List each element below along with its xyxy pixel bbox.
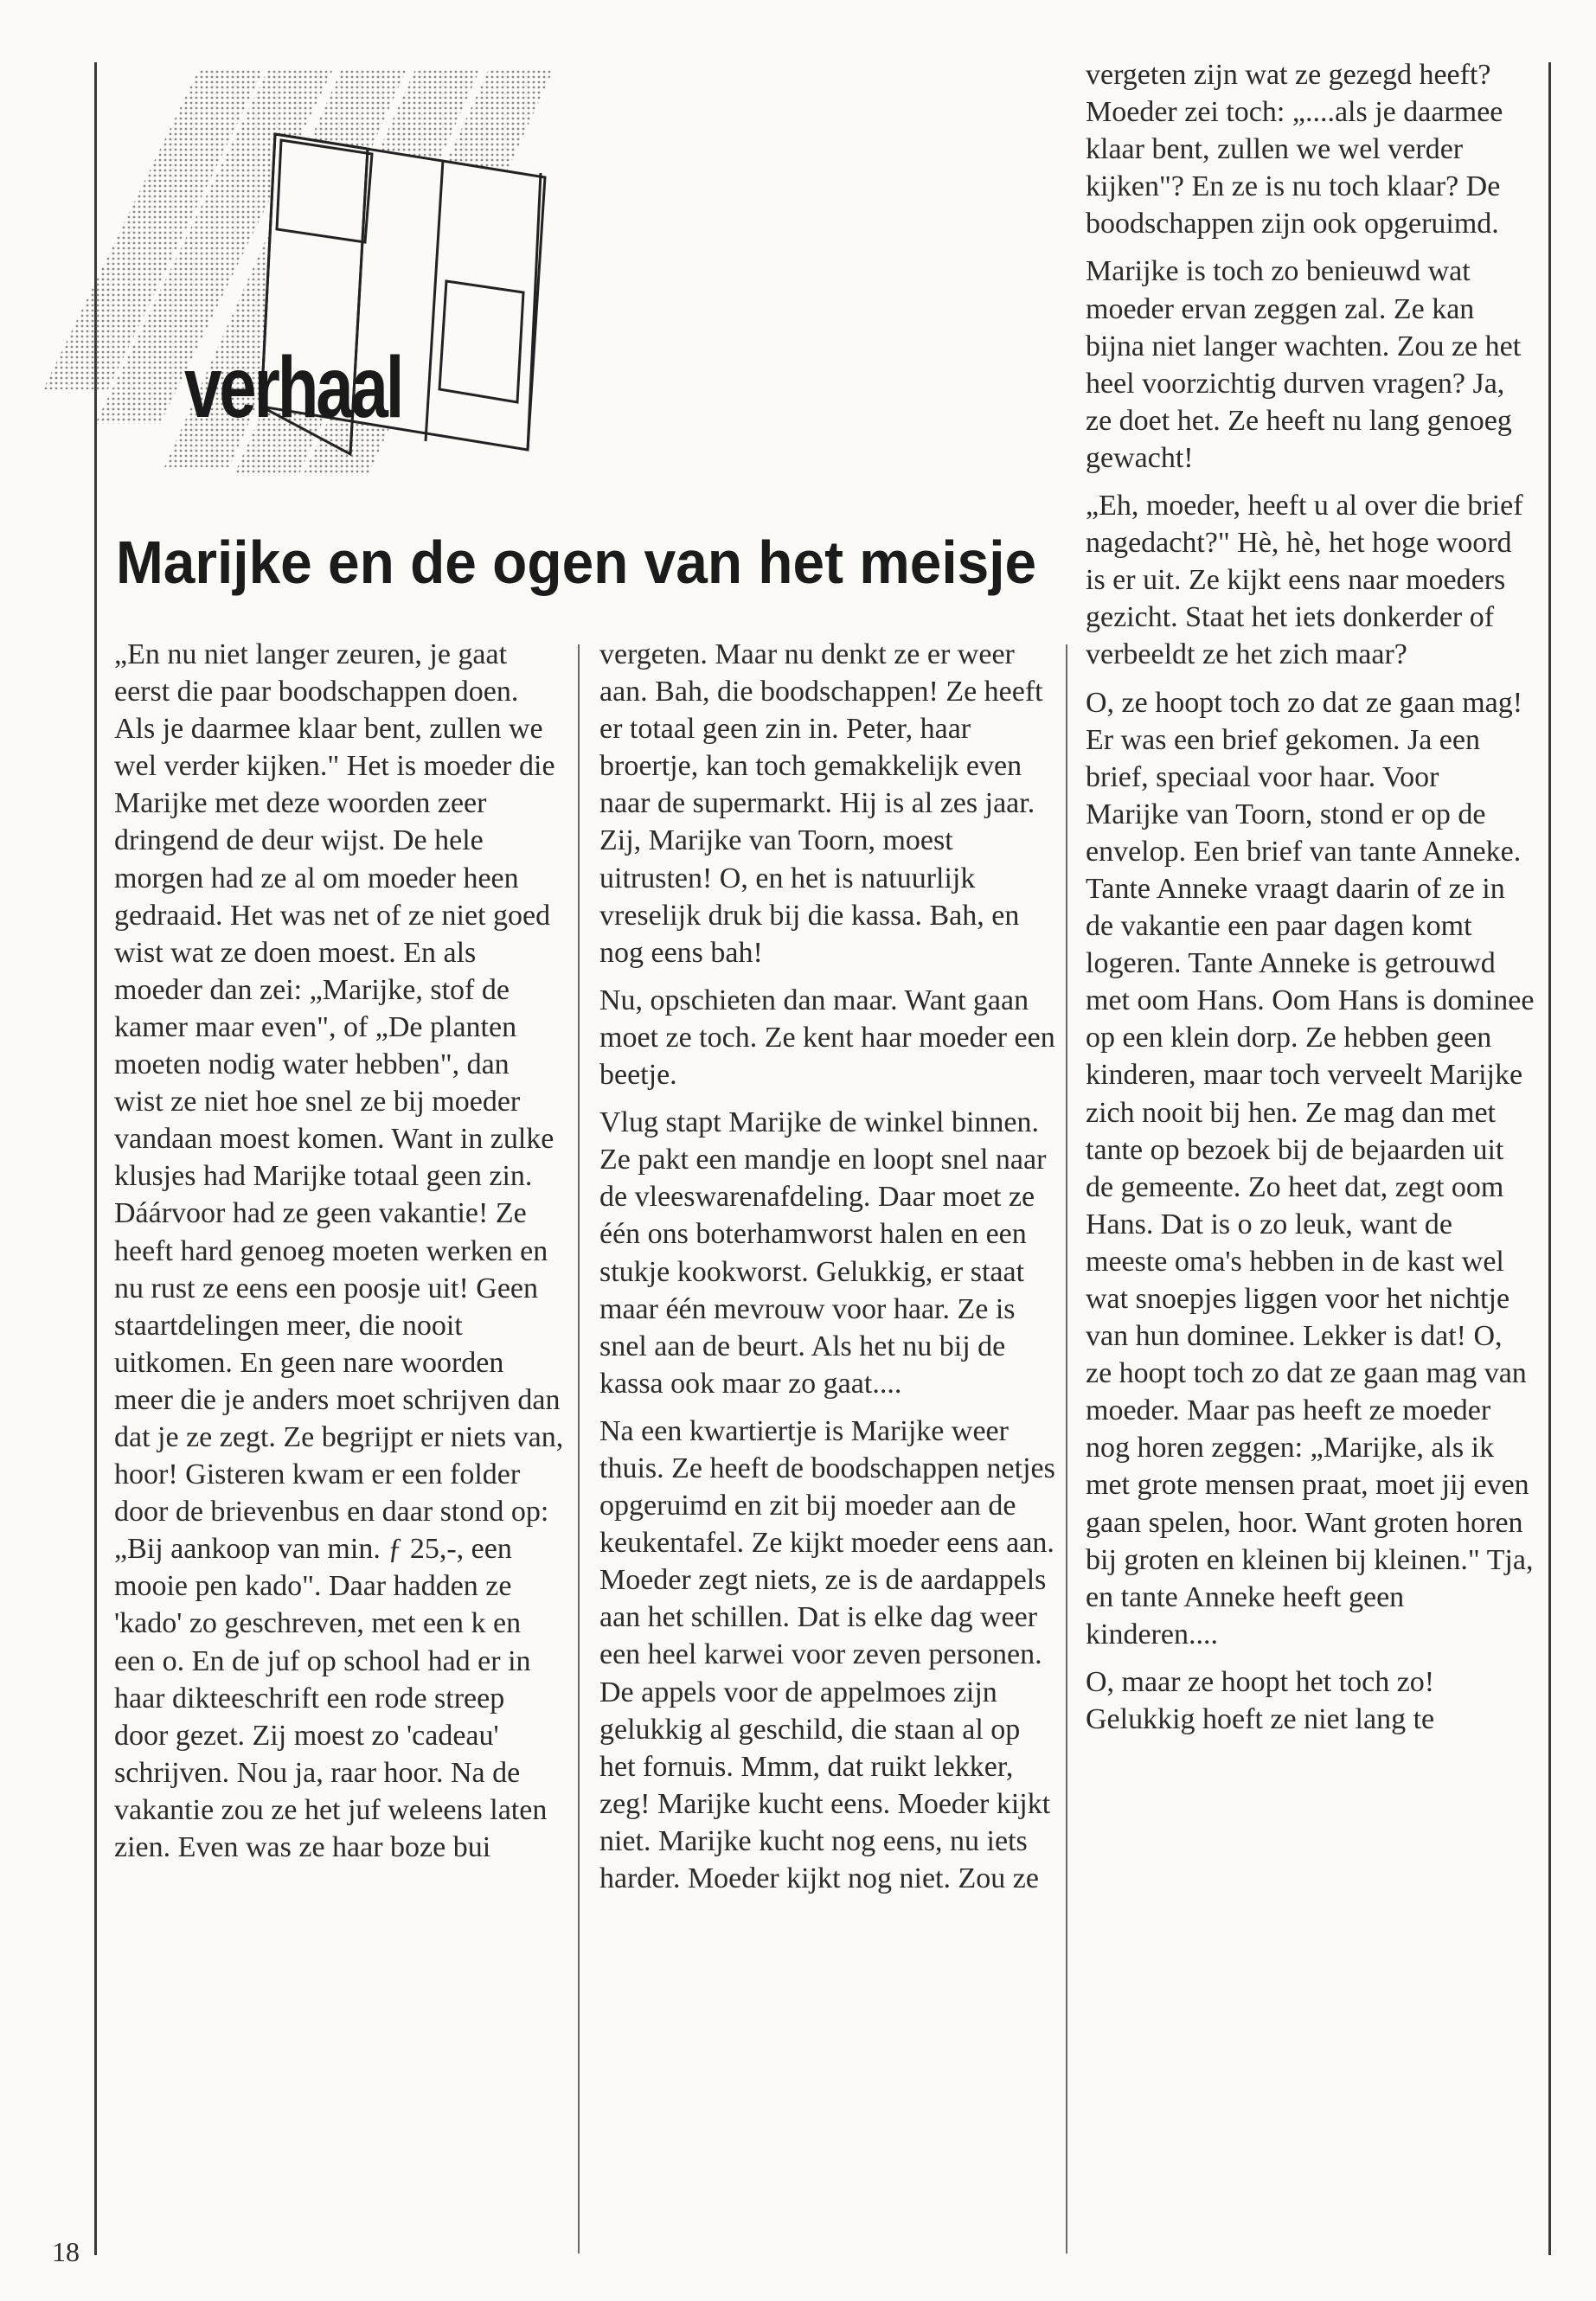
- paragraph: vergeten. Maar nu denkt ze er weer aan. Bah, die boodschappen! Ze heeft er totaal geen zin in. Peter, haar broertje, kan toch gemakkelijk even naar de supermarkt. Hij is al zes jaar. Zij, Marijke van Toorn, moest uitrusten! O, en het is natuurlijk vreselijk druk bij die kassa. Bah, en nog eens bah!: [599, 638, 1043, 969]
- paragraph: Na een kwartiertje is Marijke weer thuis. Ze heeft de boodschappen netjes opgeruimd en zit bij moeder aan de keukentafel. Ze kijkt moeder eens aan. Moeder zegt niets, ze is de aardappels aan het schillen. Dat is elke dag weer een heel karwei voor zeven personen. De appels voor de appelmoes zijn gelukkig al geschild, die staan al op het fornuis. Mmm, dat ruikt lekker, zeg! Marijke kucht eens. Moeder kijkt niet. Marijke kucht nog eens, nu iets harder. Moeder kijkt nog niet. Zou ze: [599, 1414, 1055, 1894]
- paragraph: Vlug stapt Marijke de winkel binnen. Ze pakt een mandje en loopt snel naar de vleeswarenafdeling. Daar moet ze één ons boterhamworst halen en een stukje kookworst. Gelukkig, er staat maar één mevrouw voor haar. Ze is snel aan de beurt. Als het nu bij de kassa ook maar zo gaat....: [599, 1106, 1047, 1400]
- paragraph: O, ze hoopt toch zo dat ze gaan mag! Er was een brief gekomen. Ja een brief, speciaal voor haar. Voor Marijke van Toorn, stond er op de envelop. Een brief van tante Anneke. Tante Anneke vraagt daarin of ze in de vakantie een paar dagen komt logeren. Tante Anneke is getrouwd met oom Hans. Oom Hans is dominee op een klein dorp. Ze hebben geen kinderen, maar toch verveelt Marijke zich nooit bij hen. Ze mag dan met tante op bezoek bij de bejaarden uit de gemeente. Zo heet dat, zegt oom Hans. Dat is o zo leuk, want de meeste oma's hebben in de kast wel wat snoepjes liggen voor het nichtje van hun dominee. Lekker is dat! O, ze hoopt toch zo dat ze gaan mag van moeder. Maar pas heeft ze moeder nog horen zeggen: „Marijke, als ik met grote mensen praat, moet jij even gaan spelen, hoor. Want groten horen bij groten en kleinen bij kleinen." Tja, en tante Anneke heeft geen kinderen....: [1086, 686, 1535, 1650]
- paragraph: vergeten zijn wat ze gezegd heeft? Moeder zei toch: „....als je daarmee klaar bent, zullen we wel verder kijken"? En ze is nu toch klaar? De boodschappen zijn ook opgeruimd.: [1086, 59, 1503, 240]
- paragraph: „En nu niet langer zeuren, je gaat eerst die paar boodschappen doen. Als je daarmee klaar bent, zullen we wel verder kijken." Het is moeder die Marijke met deze woorden zeer dringend de deur wijst. De hele morgen had ze al om moeder heen gedraaid. Het was net of ze niet goed wist wat ze doen moest. En als moeder dan zei: „Marijke, stof de kamer maar even", of „De planten moeten nodig water hebben", dan wist ze niet hoe snel ze bij moeder vandaan moest komen. Want in zulke klusjes had Marijke totaal geen zin. Dáárvoor had ze geen vakantie! Ze heeft hard genoeg moeten werken en nu rust ze eens een poosje uit! Geen staartdelingen meer, die nooit uitkomen. En geen nare woorden meer die je anders moet schrijven dan dat je ze zegt. Ze begrijpt er niets van, hoor! Gisteren kwam er een folder door de brievenbus en daar stond op: „Bij aankoop van min. ƒ 25,-, een mooie pen kado". Daar hadden ze 'kado' zo geschreven, met een k en een o. En de juf op school had er in haar dikteeschrift een rode streep door gezet. Zij moest zo 'cadeau' schrijven. Nou ja, raar hoor. Na de vakantie zou ze het juf weleens laten zien. Even was ze haar boze bui: [114, 638, 564, 1863]
- paragraph: „Eh, moeder, heeft u al over die brief nagedacht?" Hè, hè, het hoge woord is er uit. Ze kijkt eens naar moeders gezicht. Staat het iets donkerder of verbeeldt ze het zich maar?: [1086, 490, 1523, 671]
- text-column-3: [1086, 56, 1535, 1738]
- column-divider: [578, 644, 580, 2253]
- paragraph: Nu, opschieten dan maar. Want gaan moet ze toch. Ze kent haar moeder een beetje.: [599, 984, 1055, 1092]
- page-number: 18: [52, 2236, 80, 2267]
- story-title: Marijke en de ogen van het meisje: [116, 529, 1037, 596]
- text-column-2: [599, 636, 1058, 1897]
- page-frame-right-rule: [1548, 62, 1551, 2255]
- paragraph: O, maar ze hoopt het toch zo! Gelukkig hoeft ze niet lang te: [1086, 1665, 1435, 1736]
- section-label: verhaal: [184, 339, 402, 436]
- column-divider: [1066, 644, 1067, 2253]
- section-logo: [43, 69, 580, 493]
- paragraph: Marijke is toch zo benieuwd wat moeder ervan zeggen zal. Ze kan bijna niet langer wachten. Zou ze het heel voorzichtig durven vragen? Ja, ze doet het. Ze heeft nu lang genoeg gewacht!: [1086, 255, 1522, 474]
- text-column-1: [114, 636, 564, 1866]
